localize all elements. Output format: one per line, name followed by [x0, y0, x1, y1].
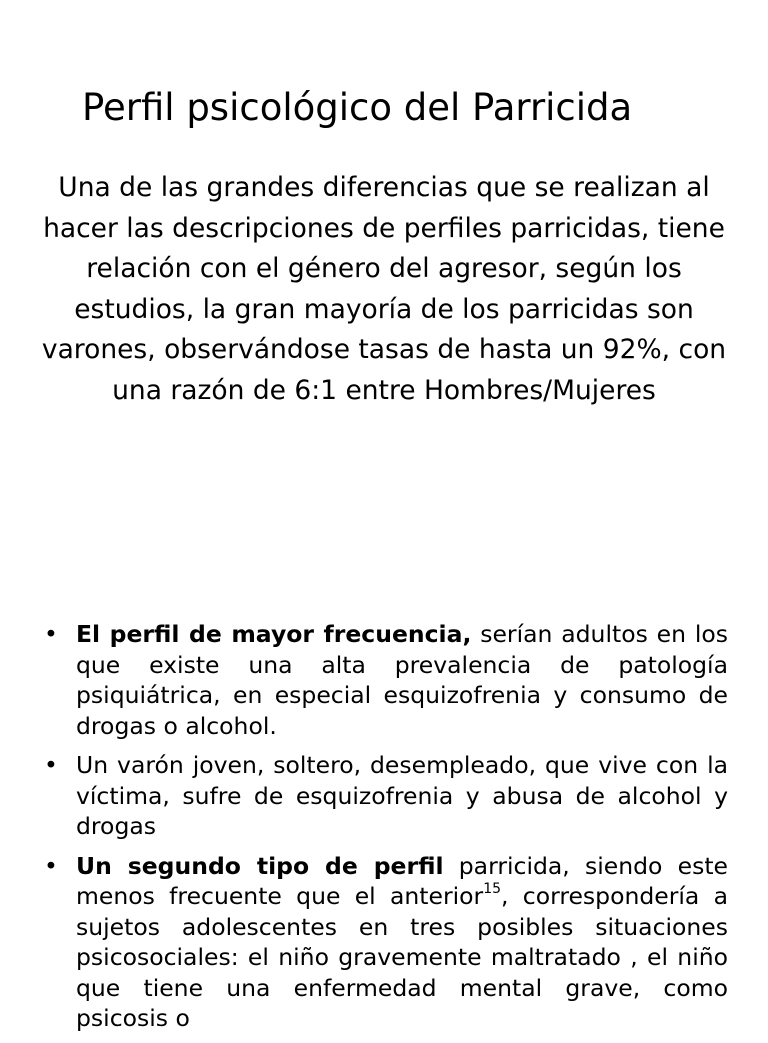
bullet-3-text: parricida, siendo este menos frecuente que el anterior — [76, 851, 728, 910]
bullet-marker: • — [44, 851, 58, 880]
bullet-1-bold: El perfil de mayor frecuencia, — [76, 620, 472, 648]
bullet-1-text: serían adultos en los que existe una alta prevalencia de patología psiquiátrica, en especial esquizofrenia y consumo de drogas o alcohol. — [76, 620, 728, 740]
intro-paragraph: Una de las grandes diferencias que se realizan al hacer las descripciones de perfiles parricidas, tiene relación con el género del agresor, según los estudios, la gran mayoría de los parricidas son varones, observándose tasas de hasta un 92%, con una razón de 6:1 entre Hombres/Mujeres — [41, 172, 727, 406]
bullet-marker: • — [44, 620, 58, 648]
bullet-item-3 — [44, 851, 728, 1034]
bullet-2-text: Un varón joven, soltero, desempleado, que vive con la víctima, sufre de esquizofrenia y abusa de alcohol y drogas — [76, 751, 728, 840]
bullet-item-2 — [44, 750, 728, 842]
bullet-3-text-after: , correspondería a sujetos adolescentes en tres posibles situaciones psicosociales: el niño gravemente maltratado , el niño que tiene una enfermedad mental grave, como psicosis o — [76, 882, 729, 1032]
bullet-3-bold: Un segundo tipo de perfil — [76, 851, 444, 880]
page-title: Perfil psicológico del Parricida — [82, 86, 633, 129]
bullet-marker: • — [44, 751, 58, 779]
bullet-list — [44, 619, 728, 1043]
bullet-item-1 — [44, 619, 728, 741]
footnote-ref: 15 — [483, 881, 502, 898]
